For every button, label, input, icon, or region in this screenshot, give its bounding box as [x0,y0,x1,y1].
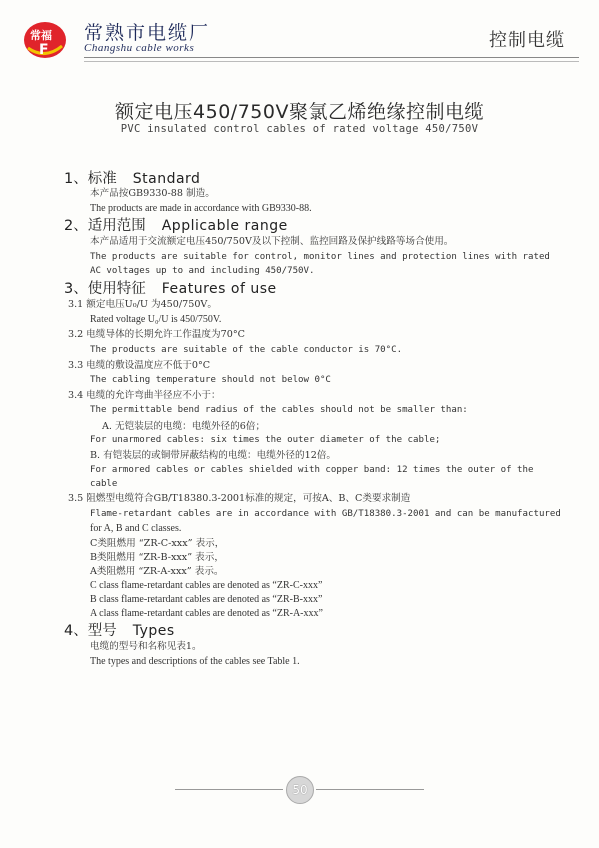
standard-text-en: The products are made in accordance with GB9330-88. [90,203,312,214]
item-3-3-cn: 3.3 电缆的敷设温度应不低于0°C [68,360,211,371]
item-3-1-en: Rated voltage U₀/U is 450/750V. [90,314,222,325]
item-3-5-en-2: for A, B and C classes. [90,523,182,534]
company-logo [22,20,68,60]
range-text-cn: 本产品适用于交流额定电压450/750V及以下控制、监控回路及保护线路等场合使用。 [90,236,454,247]
item-3-5-cn: 3.5 阻燃型电缆符合GB/T18380.3-2001标准的规定，可按A、B、C类要求制造 [68,493,411,504]
item-3-2-cn: 3.2 电缆导体的长期允许工作温度为70°C [68,329,245,340]
page-number: 50 [292,783,308,797]
class-c-en: C class flame-retardant cables are denoted as “ZR-C-xxx” [90,580,323,591]
range-text-en-1: The products are suitable for control, monitor lines and protection lines with rated [90,252,550,262]
item-3-3-en: The cabling temperature should not below 0°C [90,375,331,385]
section-heading-applicable-range: 2、适用范围 Applicable range [64,218,288,234]
class-b-en: B class flame-retardant cables are denoted as “ZR-B-xxx” [90,594,323,605]
item-3-1-cn: 3.1 额定电压U₀/U 为450/750V。 [68,299,217,310]
item-3-4-b-cn: B. 有铠装层的或铜带屏蔽结构的电缆：电缆外径的12倍。 [90,450,337,461]
brand-name-cn: 常熟市电缆厂 [84,22,211,44]
logo-letter: F [39,42,49,58]
brand-name-en: Changshu cable works [84,42,195,54]
item-3-5-en-1: Flame-retardant cables are in accordance with GB/T18380.3-2001 and can be manufactured [90,509,561,519]
class-a-cn: A类阻燃用 “ZR-A-xxx” 表示。 [90,566,224,577]
class-c-cn: C类阻燃用 “ZR-C-xxx” 表示， [90,538,225,549]
footer-rule-left [175,789,283,790]
page-number-badge [286,776,314,804]
header-divider [84,57,579,58]
page-title-cn: 额定电压450/750V聚氯乙烯绝缘控制电缆 [115,101,484,123]
item-3-4-b-en-1: For armored cables or cables shielded with copper band: 12 times the outer of the [90,465,534,475]
range-text-en-2: AC voltages up to and including 450/750V. [90,266,315,276]
item-3-4-cn: 3.4 电缆的允许弯曲半径应不小于： [68,390,221,401]
standard-text-cn: 本产品按GB9330-88 制造。 [90,188,215,199]
header-divider-secondary [84,61,579,62]
category-title: 控制电缆 [489,30,565,51]
section-heading-features: 3、使用特征 Features of use [64,281,277,297]
footer-rule-right [316,789,424,790]
class-a-en: A class flame-retardant cables are denoted as “ZR-A-xxx” [90,608,323,619]
item-3-4-a-cn: A. 无铠装层的电缆：电缆外径的6倍； [102,421,266,432]
logo-text: 常福 [30,29,52,42]
types-text-en: The types and descriptions of the cables see Table 1. [90,656,300,667]
item-3-4-a-en: For unarmored cables: six times the outer diameter of the cable; [90,435,441,445]
item-3-4-b-en-2: cable [90,479,118,489]
section-heading-standard: 1、标准 Standard [64,171,201,187]
item-3-2-en: The products are suitable of the cable conductor is 70°C. [90,345,403,355]
types-text-cn: 电缆的型号和名称见表1。 [90,641,202,652]
section-heading-types: 4、型号 Types [64,623,175,639]
page-title-en: PVC insulated control cables of rated voltage 450/750V [120,123,479,135]
item-3-4-en: The permittable bend radius of the cables should not be smaller than: [90,405,468,415]
class-b-cn: B类阻燃用 “ZR-B-xxx” 表示， [90,552,224,563]
